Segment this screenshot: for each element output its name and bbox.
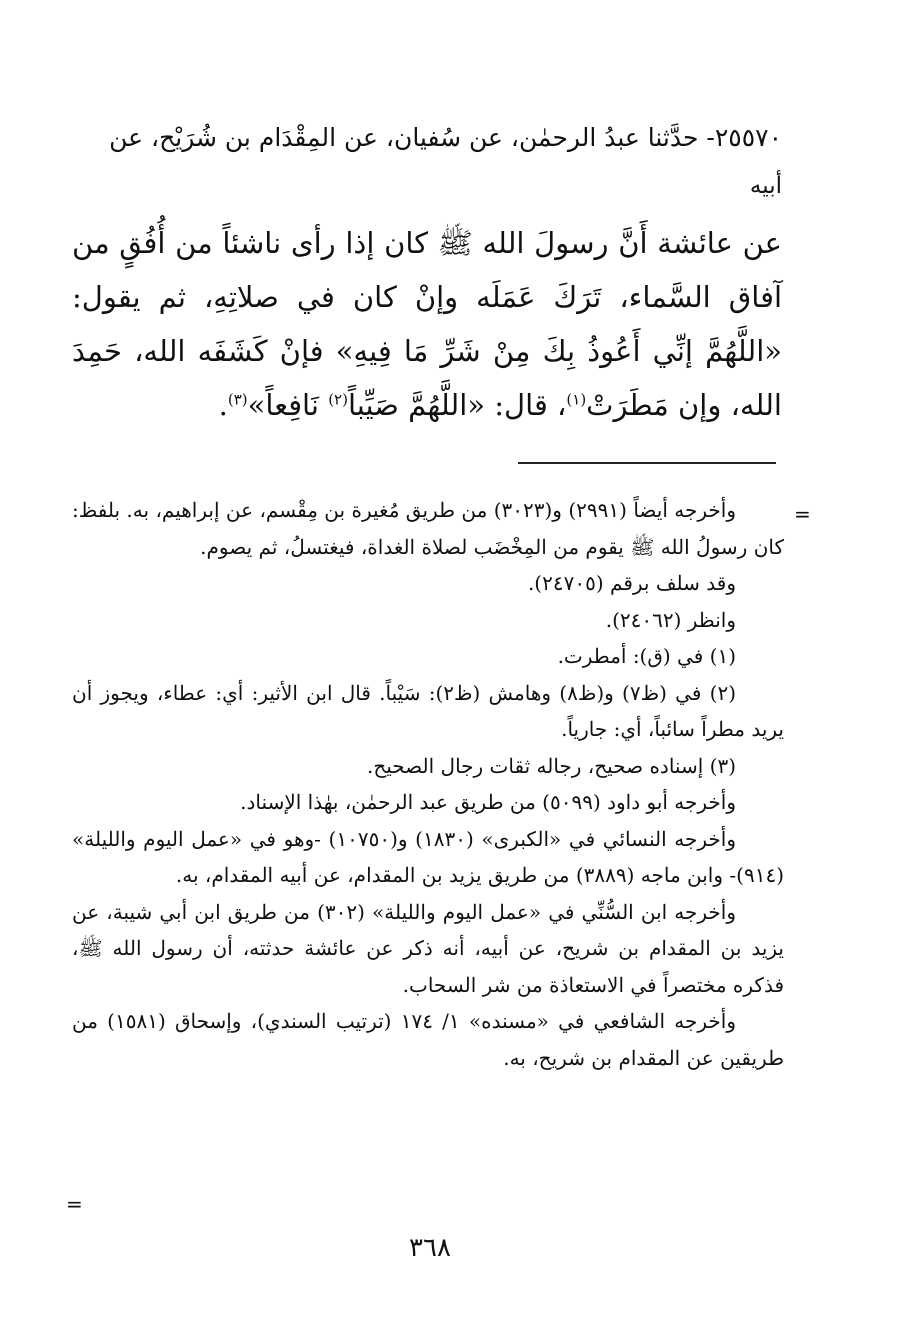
matn-part-1: عن عائشة أَنَّ رسولَ الله ﷺ كان إذا رأى ناشئاً من أُفُقٍ من آفاق السَّماء، تَرَكَ عَمَلَه وإنْ كان في صلاتِهِ، ثم يقول: «اللَّهُمَّ إنِّي أَعُوذُ بِكَ مِنْ شَرِّ مَا فِيهِ» فإنْ كَشَفَه الله، حَمِدَ الله، وإن مَطَرَتْ xyxy=(72,226,782,422)
footnote-previous-reference: وقد سلف برقم (٢٤٧٠٥). xyxy=(527,571,736,595)
footnote-2: (٢) في (ظ٧) و(ظ٨) وهامش (ظ٢): سَيْباً. قال ابن الأثير: أي: عطاء، ويجوز أن يريد مطراً سائباً، أي: جارياً. xyxy=(72,680,784,741)
footnote-separator xyxy=(518,462,776,464)
hadith-text-block xyxy=(72,112,782,461)
footnote-continued: وأخرجه أيضاً (٢٩٩١) و(٣٠٢٣) من طريق مُغيرة بن مِقْسم، عن إبراهيم، به. بلفظ: كان رسولُ الله ﷺ يقوم من المِخْضَب لصلاة الغداة، فيغتسلُ، ثم يصوم. xyxy=(72,498,784,559)
takhrij-abu-dawud: وأخرجه أبو داود (٥٠٩٩) من طريق عبد الرحمٰن، بهٰذا الإسناد. xyxy=(240,790,736,814)
continuation-mark-bottom: = xyxy=(66,1192,83,1216)
takhrij-shafii: وأخرجه الشافعي في «مسنده» ١/ ١٧٤ (ترتيب السندي)، وإسحاق (١٥٨١) من طريقين عن المقدام بن شريح، به. xyxy=(72,1009,784,1070)
matn-end: . xyxy=(218,388,228,422)
takhrij-ibn-sunni: وأخرجه ابن السُّنِّي في «عمل اليوم والليلة» (٣٠٢) من طريق ابن أبي شيبة، عن يزيد بن المقدام بن شريح، عن أبيه، أنه ذكر عن عائشة حدثته، أن رسول الله ﷺ، فذكره مختصراً في الاستعاذة من شر السحاب. xyxy=(72,899,784,997)
footnote-see-reference: وانظر (٢٤٠٦٢). xyxy=(605,607,736,632)
footnote-ref-1: (١) xyxy=(566,390,587,409)
footnote-1: (١) في (ق): أمطرت. xyxy=(557,644,736,668)
footnote-ref-2: (٢) xyxy=(328,390,348,409)
hadith-matn xyxy=(72,216,782,432)
page-number: ٣٦٨ xyxy=(409,1233,451,1263)
footnote-3: (٣) إسناده صحيح، رجاله ثقات رجال الصحيح. xyxy=(366,753,736,778)
footnote-ref-3: (٣) xyxy=(227,390,248,409)
hadith-isnad-line-continued: أبيه xyxy=(749,173,782,199)
matn-part-2: ، قال: «اللَّهُمَّ صَيِّباً xyxy=(347,388,567,422)
takhrij-nasai: وأخرجه النسائي في «الكبرى» (١٨٣٠) و(١٠٧٥٠) -وهو في «عمل اليوم والليلة» (٩١٤)- وابن ماجه (٣٨٨٩) من طريق يزيد بن المقدام، عن أبيه المقدام، به. xyxy=(72,826,784,887)
footnotes-block xyxy=(72,492,784,1076)
matn-part-3: نَافِعاً» xyxy=(247,388,329,422)
continuation-mark-top: = xyxy=(794,502,811,526)
hadith-isnad-line: ٢٥٥٧٠- حدَّثنا عبدُ الرحمٰن، عن سُفيان، عن المِقْدَام بن شُرَيْح، عن xyxy=(109,123,782,152)
